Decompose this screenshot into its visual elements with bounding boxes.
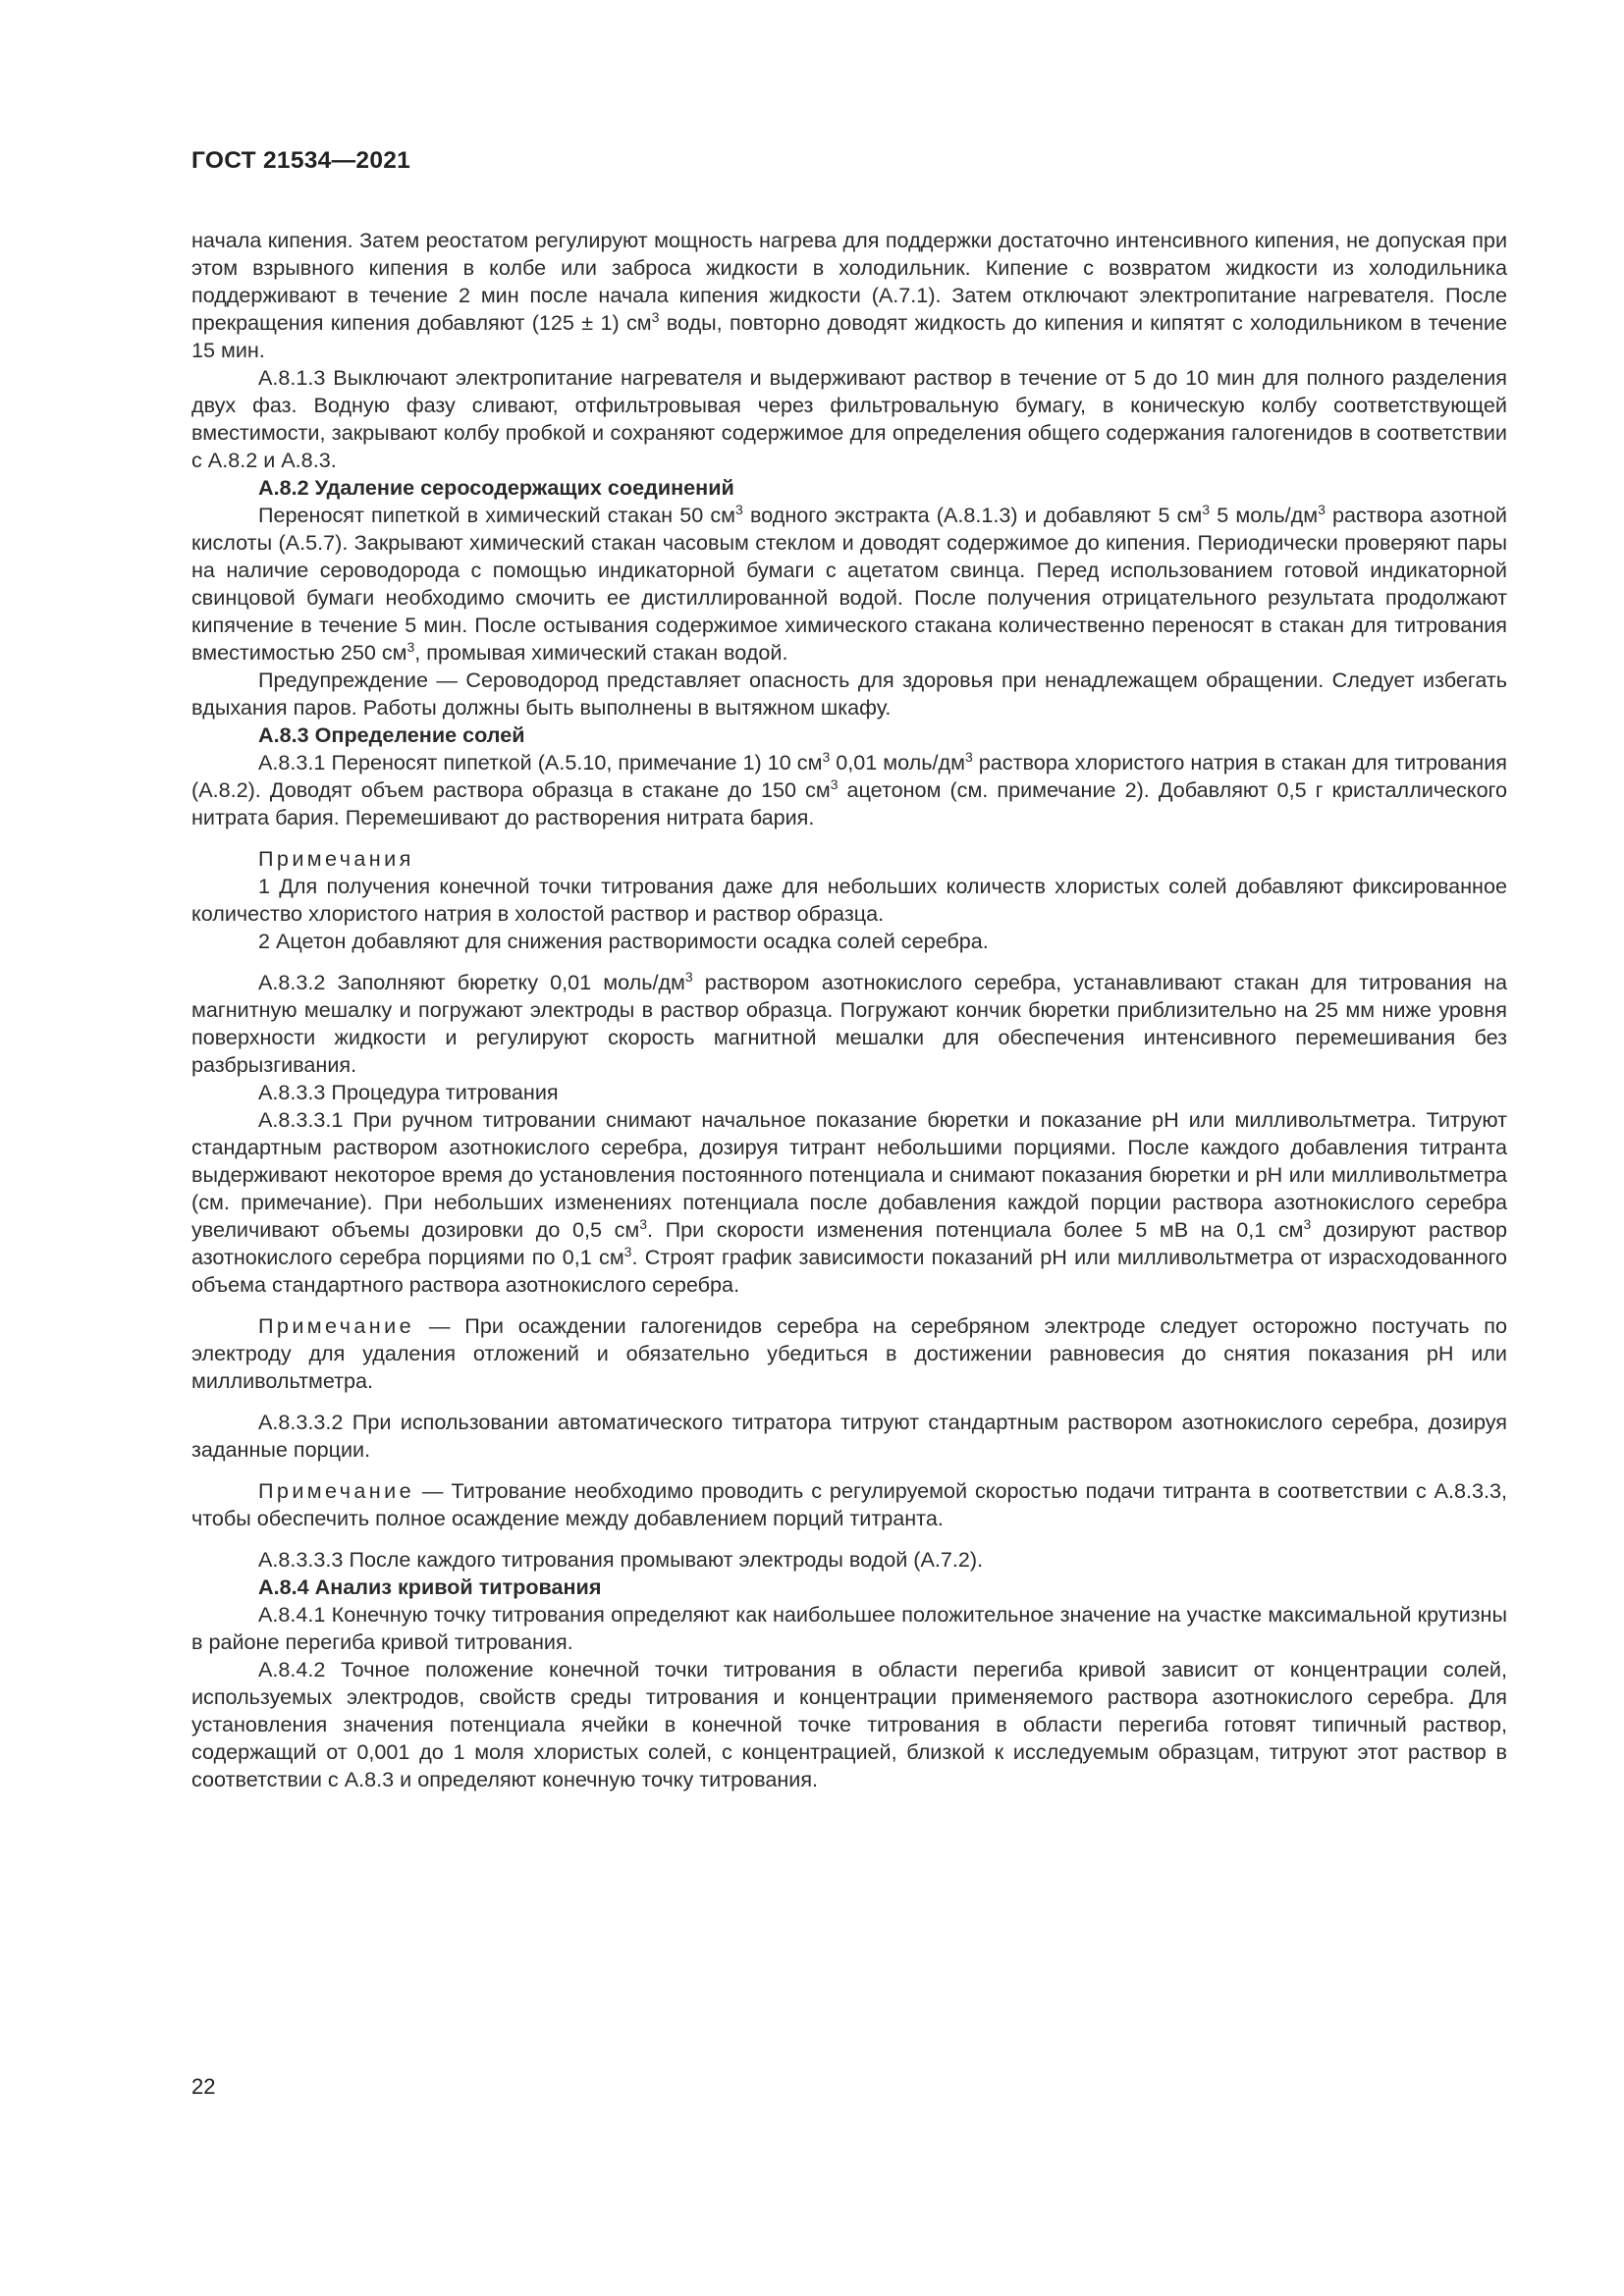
paragraph-a8-3-3-1: А.8.3.3.1 При ручном титровании снимают начальное показание бюретки и показание pH или милливольтметра. Титруют стандартным раствором азотнокислого серебра, дозируя титрант небольшими порциями. После каждого добавления титранта выдерживают некоторое время до установления постоянного потенциала и снимают показания бюретки и pH или милливольтметра (см. примечание). При небольших изменениях потенциала после добавления каждой порции раствора азотнокислого серебра увеличивают объемы дозировки до 0,5 $см^3$. При скорости изменения потенциала более 5 мВ на 0,1 $см^3$ дозируют раствор азотнокислого серебра порциями по 0,1 $см^3$. Строят график зависимости показаний pH или милливольтметра от израсходованного объема стандартного раствора азотнокислого серебра. [191,1107,1507,1297]
paragraph-boiling-continuation: начала кипения. Затем реостатом регулируют мощность нагрева для поддержки достаточно интенсивного кипения, не допуская при этом взрывного кипения в колбе или заброса жидкости в холодильник. Кипение с возвратом жидкости из холодильника поддерживают в течение 2 мин после начала кипения жидкости (А.7.1). Затем отключают электропитание нагревателя. После прекращения кипения добавляют (125 ± 1) $см^3$ воды, повторно доводят жидкость до кипения и кипятят с холодильником в течение 15 мин. [191,228,1507,362]
paragraph-a8-3-1: А.8.3.1 Переносят пипеткой (А.5.10, примечание 1) 10 $см^3$ 0,01 моль/$дм^3$ раствора хлористого натрия в стакан для титрования (А.8.2). Доводят объем раствора образца в стакане до 150 $см^3$ ацетоном (см. примечание 2). Добавляют 0,5 г кристаллического нитрата бария. Перемешивают до растворения нитрата бария. [191,749,1507,829]
notes-title: Примечания [258,846,414,871]
document-page [191,0,1507,2296]
page-number: 22 [191,2074,216,2099]
document-body [191,227,1507,1793]
paragraph-a8-4-2: А.8.4.2 Точное положение конечной точки титрования в области перегиба кривой зависит от концентрации солей, используемых электродов, свойств среды титрования и концентрации применяемого раствора азотнокислого серебра. Для установления значения потенциала ячейки в конечной точке титрования в области перегиба готовят типичный раствор, содержащий от 0,001 до 1 моля хлористых солей, с концентрацией, близкой к исследуемым образцам, титруют этот раствор в соответствии с А.8.3 и определяют конечную точку титрования. [191,1657,1507,1791]
section-heading-a8-2: А.8.2 Удаление серосодержащих соединений [258,475,734,500]
paragraph-a8-3-3-3: А.8.3.3.3 После каждого титрования промывают электроды водой (А.7.2). [258,1547,984,1572]
note-titrant-speed: Примечание — Титрование необходимо проводить с регулируемой скоростью подачи титранта в соответствии с А.8.3.3, чтобы обеспечить полное осаждение между добавлением порций титранта. [191,1478,1507,1530]
paragraph-a8-2-procedure: Переносят пипеткой в химический стакан 50 $см^3$ водного экстракта (А.8.1.3) и добавляют 5 $см^3$ 5 моль/$дм^3$ раствора азотной кислоты (А.5.7). Закрывают химический стакан часовым стеклом и доводят содержимое до кипения. Периодически проверяют пары на наличие сероводорода с помощью индикаторной бумаги с ацетатом свинца. Перед использованием готовой индикаторной свинцовой бумаги необходимо смочить ее дистиллированной водой. После получения отрицательного результата продолжают кипячение в течение 5 мин. После остывания содержимое химического стакана количественно переносят в стакан для титрования вместимостью 250 $см^3$, промывая химический стакан водой. [191,502,1507,665]
paragraph-a8-3-2: А.8.3.2 Заполняют бюретку 0,01 моль/$дм^3$ раствором азотнокислого серебра, устанавливают стакан для титрования на магнитную мешалку и погружают электроды в раствор образца. Погружают кончик бюретки приблизительно на 25 мм ниже уровня поверхности жидкости и регулируют скорость магнитной мешалки для обеспечения интенсивного перемешивания без разбрызгивания. [191,969,1507,1077]
paragraph-a8-1-3: А.8.1.3 Выключают электропитание нагревателя и выдерживают раствор в течение от 5 до 10 мин для полного разделения двух фаз. Водную фазу сливают, отфильтровывая через фильтровальную бумагу, в коническую колбу соответствующей вместимости, закрывают колбу пробкой и сохраняют содержимое для определения общего содержания галогенидов в соответствии с А.8.2 и А.8.3. [191,365,1507,472]
section-heading-a8-3: А.8.3 Определение солей [258,722,525,747]
note-electrode: Примечание — При осаждении галогенидов серебра на серебряном электроде следует осторожно постучать по электроду для удаления отложений и обязательно убедиться в достижении равновесия до снятия показания pH или милливольтметра. [191,1313,1507,1393]
paragraph-warning: Предупреждение — Сероводород представляет опасность для здоровья при ненадлежащем обращении. Следует избегать вдыхания паров. Работы должны быть выполнены в вытяжном шкафу. [191,667,1507,720]
paragraph-a8-4-1: А.8.4.1 Конечную точку титрования определяют как наибольшее положительное значение на участке максимальной крутизны в районе перегиба кривой титрования. [191,1602,1507,1654]
document-code-header: ГОСТ 21534—2021 [191,147,411,174]
paragraph-a8-3-3: А.8.3.3 Процедура титрования [258,1080,559,1104]
note-1: 1 Для получения конечной точки титрования даже для небольших количеств хлористых солей добавляют фиксированное количество хлористого натрия в холостой раствор и раствор образца. [191,874,1507,926]
note-2: 2 Ацетон добавляют для снижения растворимости осадка солей серебра. [258,929,989,953]
section-heading-a8-4: А.8.4 Анализ кривой титрования [258,1575,602,1599]
paragraph-a8-3-3-2: А.8.3.3.2 При использовании автоматического титратора титруют стандартным раствором азотнокислого серебра, дозируя заданные порции. [191,1410,1507,1462]
